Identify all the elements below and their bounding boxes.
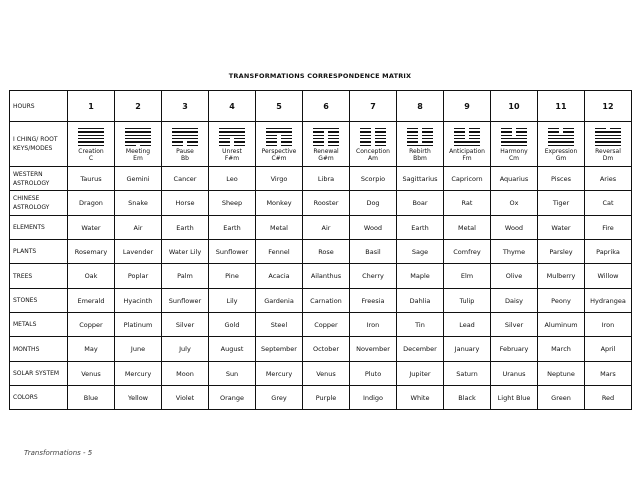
- plants-cell: Lavender: [115, 240, 162, 264]
- iching-key: Fm: [462, 155, 472, 163]
- trees-cell: Palm: [162, 264, 209, 289]
- iching-key: Em: [133, 155, 143, 163]
- iching-cell: [350, 122, 397, 167]
- colors-cell: Orange: [209, 386, 256, 410]
- plants-cell: Thyme: [491, 240, 538, 264]
- chinese-cell: Dragon: [68, 191, 115, 216]
- iching-cell: [162, 122, 209, 167]
- stones-cell: Dahlia: [397, 289, 444, 313]
- metals-cell: Platinum: [115, 313, 162, 337]
- chinese-cell: Rooster: [303, 191, 350, 216]
- metals-cell: Silver: [162, 313, 209, 337]
- plants-cell: Rosemary: [68, 240, 115, 264]
- row-label-trees: TREES: [10, 264, 68, 289]
- chinese-cell: Cat: [585, 191, 632, 216]
- row-label-solar: SOLAR SYSTEM: [10, 362, 68, 386]
- solar-cell: Neptune: [538, 362, 585, 386]
- metals-cell: Iron: [585, 313, 632, 337]
- row-iching: [10, 122, 632, 167]
- chinese-cell: Sheep: [209, 191, 256, 216]
- elements-cell: Air: [115, 216, 162, 240]
- stones-cell: Lily: [209, 289, 256, 313]
- chinese-cell: Ox: [491, 191, 538, 216]
- trees-cell: Willow: [585, 264, 632, 289]
- row-trees: [10, 264, 632, 289]
- metals-cell: Steel: [256, 313, 303, 337]
- row-label-metals: METALS: [10, 313, 68, 337]
- plants-cell: Sunflower: [209, 240, 256, 264]
- trees-cell: Elm: [444, 264, 491, 289]
- stones-cell: Emerald: [68, 289, 115, 313]
- iching-name: Harmony: [500, 148, 528, 156]
- elements-cell: Water: [538, 216, 585, 240]
- hexagram-icon: [78, 128, 104, 146]
- iching-key: C: [88, 155, 94, 163]
- row-label-elements: ELEMENTS: [10, 216, 68, 240]
- row-stones: [10, 289, 632, 313]
- colors-cell: Red: [585, 386, 632, 410]
- solar-cell: Jupiter: [397, 362, 444, 386]
- stones-cell: Gardenia: [256, 289, 303, 313]
- metals-cell: Aluminum: [538, 313, 585, 337]
- western-cell: Virgo: [256, 167, 303, 191]
- western-cell: Taurus: [68, 167, 115, 191]
- colors-cell: Green: [538, 386, 585, 410]
- hexagram-icon: [548, 128, 574, 146]
- row-metals: [10, 313, 632, 337]
- row-plants: [10, 240, 632, 264]
- iching-key: Cm: [508, 155, 520, 163]
- iching-name: Unrest: [222, 148, 242, 156]
- hours-cell: 11: [538, 91, 585, 122]
- stones-cell: Daisy: [491, 289, 538, 313]
- hexagram-icon: [125, 128, 151, 146]
- chinese-cell: Monkey: [256, 191, 303, 216]
- hours-cell: 12: [585, 91, 632, 122]
- row-label-chinese: CHINESE ASTROLOGY: [10, 191, 68, 216]
- iching-key: C#m: [271, 155, 287, 163]
- months-cell: September: [256, 337, 303, 362]
- row-label-iching: I CHING/ ROOT KEYS/MODES: [10, 122, 68, 167]
- plants-cell: Rose: [303, 240, 350, 264]
- solar-cell: Pluto: [350, 362, 397, 386]
- hours-cell: 3: [162, 91, 209, 122]
- months-cell: April: [585, 337, 632, 362]
- row-label-hours: HOURS: [10, 91, 68, 122]
- trees-cell: Acacia: [256, 264, 303, 289]
- chinese-cell: Boar: [397, 191, 444, 216]
- months-cell: December: [397, 337, 444, 362]
- colors-cell: White: [397, 386, 444, 410]
- metals-cell: Copper: [68, 313, 115, 337]
- hexagram-icon: [595, 128, 621, 146]
- iching-name: Pause: [176, 148, 194, 156]
- iching-name: Renewal: [313, 148, 339, 156]
- western-cell: Capricorn: [444, 167, 491, 191]
- trees-cell: Mulberry: [538, 264, 585, 289]
- months-cell: March: [538, 337, 585, 362]
- elements-cell: Wood: [491, 216, 538, 240]
- elements-cell: Metal: [444, 216, 491, 240]
- chinese-cell: Dog: [350, 191, 397, 216]
- hours-cell: 1: [68, 91, 115, 122]
- trees-cell: Olive: [491, 264, 538, 289]
- row-elements: [10, 216, 632, 240]
- iching-cell: [256, 122, 303, 167]
- colors-cell: Blue: [68, 386, 115, 410]
- months-cell: August: [209, 337, 256, 362]
- stones-cell: Freesia: [350, 289, 397, 313]
- iching-key: F#m: [224, 155, 240, 163]
- row-colors: [10, 386, 632, 410]
- hours-cell: 5: [256, 91, 303, 122]
- months-cell: May: [68, 337, 115, 362]
- months-cell: November: [350, 337, 397, 362]
- colors-cell: Yellow: [115, 386, 162, 410]
- chinese-cell: Tiger: [538, 191, 585, 216]
- stones-cell: Hydrangea: [585, 289, 632, 313]
- months-cell: February: [491, 337, 538, 362]
- row-solar: [10, 362, 632, 386]
- hexagram-icon: [454, 128, 480, 146]
- months-cell: October: [303, 337, 350, 362]
- solar-cell: Sun: [209, 362, 256, 386]
- row-label-months: MONTHS: [10, 337, 68, 362]
- solar-cell: Mars: [585, 362, 632, 386]
- elements-cell: Earth: [397, 216, 444, 240]
- row-label-western: WESTERN ASTROLOGY: [10, 167, 68, 191]
- hours-cell: 8: [397, 91, 444, 122]
- iching-name: Reversal: [595, 148, 621, 156]
- row-label-stones: STONES: [10, 289, 68, 313]
- page-footer: Transformations - 5: [24, 449, 93, 457]
- iching-key: Bbm: [413, 155, 427, 163]
- metals-cell: Iron: [350, 313, 397, 337]
- chinese-cell: Snake: [115, 191, 162, 216]
- months-cell: January: [444, 337, 491, 362]
- plants-cell: Parsley: [538, 240, 585, 264]
- iching-name: Rebirth: [409, 148, 431, 156]
- solar-cell: Saturn: [444, 362, 491, 386]
- solar-cell: Venus: [303, 362, 350, 386]
- western-cell: Scorpio: [350, 167, 397, 191]
- colors-cell: Light Blue: [491, 386, 538, 410]
- chinese-cell: Horse: [162, 191, 209, 216]
- metals-cell: Gold: [209, 313, 256, 337]
- hexagram-icon: [172, 128, 198, 146]
- iching-cell: [538, 122, 585, 167]
- hours-cell: 9: [444, 91, 491, 122]
- row-western: [10, 167, 632, 191]
- row-label-colors: COLORS: [10, 386, 68, 410]
- metals-cell: Lead: [444, 313, 491, 337]
- iching-cell: [491, 122, 538, 167]
- iching-cell: [444, 122, 491, 167]
- iching-cell: [303, 122, 350, 167]
- elements-cell: Fire: [585, 216, 632, 240]
- colors-cell: Violet: [162, 386, 209, 410]
- hexagram-icon: [266, 128, 292, 146]
- iching-name: Perspective: [261, 148, 297, 156]
- trees-cell: Cherry: [350, 264, 397, 289]
- western-cell: Aquarius: [491, 167, 538, 191]
- elements-cell: Metal: [256, 216, 303, 240]
- solar-cell: Uranus: [491, 362, 538, 386]
- western-cell: Gemini: [115, 167, 162, 191]
- iching-cell: [585, 122, 632, 167]
- row-chinese: [10, 191, 632, 216]
- solar-cell: Moon: [162, 362, 209, 386]
- colors-cell: Indigo: [350, 386, 397, 410]
- row-hours: [10, 91, 632, 122]
- elements-cell: Water: [68, 216, 115, 240]
- hours-cell: 10: [491, 91, 538, 122]
- western-cell: Sagittarius: [397, 167, 444, 191]
- iching-name: Conception: [356, 148, 390, 156]
- western-cell: Leo: [209, 167, 256, 191]
- stones-cell: Hyacinth: [115, 289, 162, 313]
- western-cell: Cancer: [162, 167, 209, 191]
- trees-cell: Pine: [209, 264, 256, 289]
- elements-cell: Earth: [209, 216, 256, 240]
- months-cell: July: [162, 337, 209, 362]
- elements-cell: Wood: [350, 216, 397, 240]
- western-cell: Aries: [585, 167, 632, 191]
- iching-cell: [397, 122, 444, 167]
- metals-cell: Copper: [303, 313, 350, 337]
- row-label-plants: PLANTS: [10, 240, 68, 264]
- hours-cell: 4: [209, 91, 256, 122]
- plants-cell: Water Lily: [162, 240, 209, 264]
- hexagram-icon: [407, 128, 433, 146]
- plants-cell: Sage: [397, 240, 444, 264]
- iching-key: G#m: [318, 155, 334, 163]
- row-months: [10, 337, 632, 362]
- iching-cell: [115, 122, 162, 167]
- hexagram-icon: [360, 128, 386, 146]
- colors-cell: Grey: [256, 386, 303, 410]
- plants-cell: Fennel: [256, 240, 303, 264]
- western-cell: Libra: [303, 167, 350, 191]
- iching-cell: [209, 122, 256, 167]
- plants-cell: Comfrey: [444, 240, 491, 264]
- iching-name: Creation: [78, 148, 104, 156]
- iching-key: Gm: [555, 155, 567, 163]
- trees-cell: Ailanthus: [303, 264, 350, 289]
- elements-cell: Air: [303, 216, 350, 240]
- plants-cell: Basil: [350, 240, 397, 264]
- chinese-cell: Rat: [444, 191, 491, 216]
- western-cell: Pisces: [538, 167, 585, 191]
- trees-cell: Poplar: [115, 264, 162, 289]
- hours-cell: 2: [115, 91, 162, 122]
- page-title: TRANSFORMATIONS CORRESPONDENCE MATRIX: [228, 72, 412, 80]
- metals-cell: Tin: [397, 313, 444, 337]
- iching-name: Expression: [544, 148, 578, 156]
- solar-cell: Mercury: [115, 362, 162, 386]
- stones-cell: Tulip: [444, 289, 491, 313]
- stones-cell: Sunflower: [162, 289, 209, 313]
- iching-key: Dm: [602, 155, 614, 163]
- correspondence-table: [9, 90, 632, 410]
- trees-cell: Oak: [68, 264, 115, 289]
- hexagram-icon: [313, 128, 339, 146]
- colors-cell: Purple: [303, 386, 350, 410]
- metals-cell: Silver: [491, 313, 538, 337]
- plants-cell: Paprika: [585, 240, 632, 264]
- iching-key: Bb: [181, 155, 189, 163]
- iching-cell: [68, 122, 115, 167]
- iching-key: Am: [368, 155, 378, 163]
- hours-cell: 6: [303, 91, 350, 122]
- hours-cell: 7: [350, 91, 397, 122]
- trees-cell: Maple: [397, 264, 444, 289]
- stones-cell: Carnation: [303, 289, 350, 313]
- iching-name: Meeting: [125, 148, 151, 156]
- stones-cell: Peony: [538, 289, 585, 313]
- hexagram-icon: [501, 128, 527, 146]
- colors-cell: Black: [444, 386, 491, 410]
- hexagram-icon: [219, 128, 245, 146]
- iching-name: Anticipation: [449, 148, 485, 156]
- solar-cell: Mercury: [256, 362, 303, 386]
- solar-cell: Venus: [68, 362, 115, 386]
- elements-cell: Earth: [162, 216, 209, 240]
- months-cell: June: [115, 337, 162, 362]
